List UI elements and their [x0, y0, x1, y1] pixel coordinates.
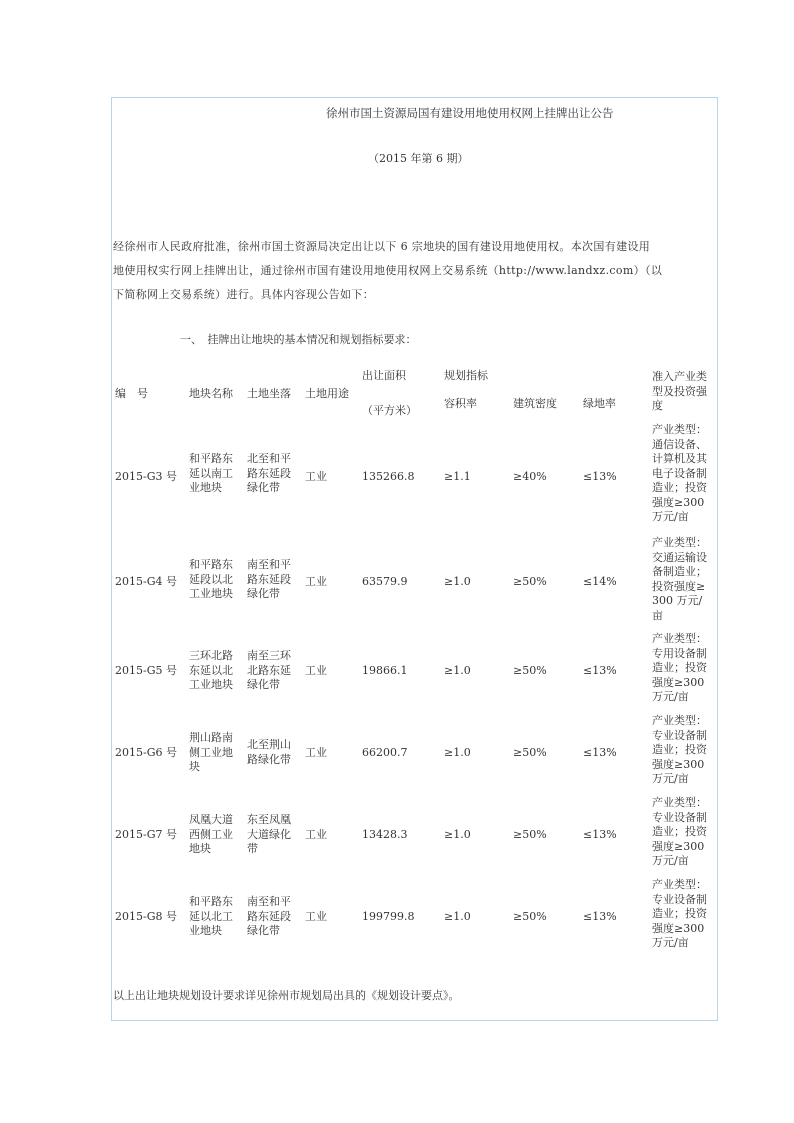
cell-far: ≥1.1 — [444, 470, 471, 483]
cell-location: 南至三环 北路东延 绿化带 — [247, 649, 291, 691]
cell-id: 2015-G5 号 — [115, 664, 177, 677]
cell-industry: 产业类型： 通信设备、 计算机及其 电子设备制 造业；投资 强度≥300 万元/亩 — [652, 423, 707, 523]
cell-far: ≥1.0 — [444, 664, 471, 677]
cell-name: 荆山路南 侧工业地 块 — [189, 731, 233, 773]
cell-use: 工业 — [305, 664, 327, 677]
issue-number: （2015 年第 6 期） — [368, 152, 469, 165]
cell-id: 2015-G4 号 — [115, 575, 177, 588]
cell-use: 工业 — [305, 910, 327, 923]
cell-industry: 产业类型： 专业设备制 造业；投资 强度≥300 万元/亩 — [652, 714, 707, 785]
intro-line: 经徐州市人民政府批准，徐州市国土资源局决定出让以下 6 宗地块的国有建设用地使用权。本次国有建设用 — [113, 240, 651, 253]
cell-industry: 产业类型： 专业设备制 造业；投资 强度≥300 万元/亩 — [652, 878, 707, 949]
intro-line: 下简称网上交易系统）进行。具体内容现公告如下： — [113, 288, 375, 301]
cell-green: ≤13% — [583, 828, 617, 841]
cell-density: ≥50% — [513, 746, 547, 759]
footer-note: 以上出让地块规划设计要求详见徐州市规划局出具的《规划设计要点》。 — [113, 989, 460, 1002]
cell-id: 2015-G8 号 — [115, 910, 177, 923]
cell-industry: 产业类型： 专业设备制 造业；投资 强度≥300 万元/亩 — [652, 796, 707, 867]
cell-location: 南至和平 路东延段 绿化带 — [247, 558, 291, 600]
cell-far: ≥1.0 — [444, 746, 471, 759]
header-area: 出让面积 — [362, 369, 406, 382]
cell-use: 工业 — [305, 575, 327, 588]
cell-area: 13428.3 — [362, 828, 408, 841]
header-planning: 规划指标 — [444, 369, 488, 382]
header-area-unit: （平方米） — [362, 404, 417, 417]
cell-location: 南至和平 路东延段 绿化带 — [247, 895, 291, 937]
cell-name: 三环北路 东延以北 工业地块 — [189, 649, 233, 691]
cell-name: 和平路东 延以南工 业地块 — [189, 452, 233, 494]
header-name: 地块名称 — [189, 387, 233, 400]
cell-green: ≤14% — [583, 575, 617, 588]
cell-use: 工业 — [305, 746, 327, 759]
section-heading: 一、 挂牌出让地块的基本情况和规划指标要求： — [180, 333, 417, 346]
cell-use: 工业 — [305, 828, 327, 841]
cell-density: ≥40% — [513, 470, 547, 483]
cell-industry: 产业类型： 交通运输设 备制造业； 投资强度≥ 300 万元/ 亩 — [652, 536, 707, 622]
cell-green: ≤13% — [583, 910, 617, 923]
header-location: 土地坐落 — [247, 387, 291, 400]
header-id: 编 号 — [115, 387, 148, 400]
cell-green: ≤13% — [583, 664, 617, 677]
cell-density: ≥50% — [513, 575, 547, 588]
cell-id: 2015-G7 号 — [115, 828, 177, 841]
header-use: 土地用途 — [305, 387, 349, 400]
cell-location: 北至和平 路东延段 绿化带 — [247, 452, 291, 494]
cell-location: 东至凤凰 大道绿化 带 — [247, 813, 291, 855]
cell-far: ≥1.0 — [444, 828, 471, 841]
header-density: 建筑密度 — [513, 397, 557, 410]
cell-name: 和平路东 延段以北 工业地块 — [189, 558, 233, 600]
cell-density: ≥50% — [513, 910, 547, 923]
header-industry: 准入产业类 型及投资强 度 — [652, 370, 707, 412]
cell-id: 2015-G6 号 — [115, 746, 177, 759]
cell-far: ≥1.0 — [444, 575, 471, 588]
cell-density: ≥50% — [513, 664, 547, 677]
intro-paragraph — [113, 235, 713, 307]
cell-area: 19866.1 — [362, 664, 408, 677]
header-green: 绿地率 — [583, 397, 616, 410]
cell-industry: 产业类型： 专用设备制 造业；投资 强度≥300 万元/亩 — [652, 632, 707, 703]
cell-area: 66200.7 — [362, 746, 408, 759]
cell-far: ≥1.0 — [444, 910, 471, 923]
cell-area: 199799.8 — [362, 910, 415, 923]
cell-name: 凤凰大道 西侧工业 地块 — [189, 813, 233, 855]
cell-area: 63579.9 — [362, 575, 408, 588]
cell-density: ≥50% — [513, 828, 547, 841]
cell-green: ≤13% — [583, 470, 617, 483]
cell-location: 北至荆山 路绿化带 — [247, 738, 291, 766]
cell-use: 工业 — [305, 470, 327, 483]
document-title: 徐州市国土资源局国有建设用地使用权网上挂牌出让公告 — [326, 106, 614, 120]
header-far: 容积率 — [444, 397, 477, 410]
cell-name: 和平路东 延以北工 业地块 — [189, 895, 233, 937]
cell-green: ≤13% — [583, 746, 617, 759]
intro-line: 地使用权实行网上挂牌出让，通过徐州市国有建设用地使用权网上交易系统（http://www.landxz.com）（以 — [113, 264, 663, 277]
cell-id: 2015-G3 号 — [115, 470, 177, 483]
cell-area: 135266.8 — [362, 470, 415, 483]
